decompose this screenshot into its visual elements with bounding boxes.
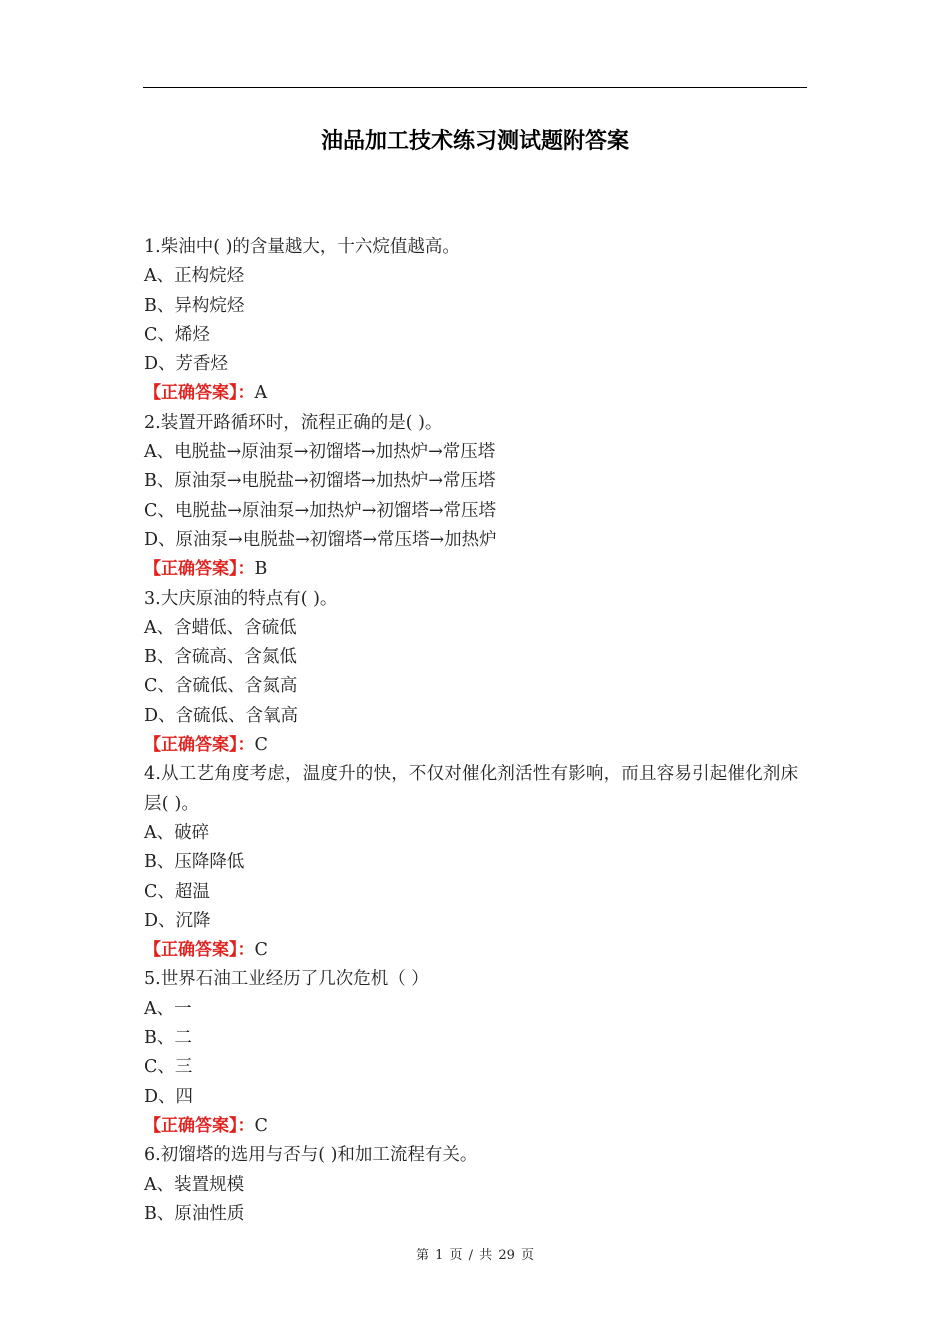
- option-a: A、电脱盐→原油泵→初馏塔→加热炉→常压塔: [144, 442, 496, 463]
- document-title: 油品加工技术练习测试题附答案: [320, 129, 629, 154]
- option-b: B、异构烷烃: [144, 295, 245, 316]
- answer-label: 【正确答案】：: [144, 1115, 255, 1136]
- page-footer: 第 1 页 / 共 29 页: [416, 1248, 534, 1263]
- question-stem: 1.柴油中( )的含量越大，十六烷值越高。: [144, 237, 460, 257]
- option-d: D、四: [144, 1086, 194, 1107]
- option-d: D、原油泵→电脱盐→初馏塔→常压塔→加热炉: [144, 529, 497, 550]
- option-a: A、含蜡低、含硫低: [144, 617, 297, 638]
- answer-label: 【正确答案】：: [144, 735, 255, 756]
- question-stem: 6.初馏塔的选用与否与( )和加工流程有关。: [144, 1145, 478, 1166]
- option-a: A、装置规模: [144, 1174, 245, 1195]
- option-c: C、三: [144, 1057, 193, 1078]
- option-b: B、原油性质: [144, 1203, 245, 1224]
- answer-value: A: [254, 383, 268, 404]
- option-c: C、烯烃: [144, 324, 210, 345]
- question-stem: 4.从工艺角度考虑，温度升的快，不仅对催化剂活性有影响，而且容易引起催化剂床层( )。: [144, 764, 799, 814]
- answer-line: [144, 1112, 804, 1141]
- question-block: [144, 1141, 804, 1229]
- option-b: B、含硫高、含氮低: [144, 647, 297, 668]
- question-block: [144, 965, 804, 1141]
- option-b: B、原油泵→电脱盐→初馏塔→加热炉→常压塔: [144, 471, 496, 492]
- option-c: C、电脱盐→原油泵→加热炉→初馏塔→常压塔: [144, 500, 497, 521]
- question-list: [144, 233, 804, 1229]
- answer-line: [144, 555, 804, 584]
- option-c: C、超温: [144, 881, 210, 902]
- answer-line: [144, 731, 804, 760]
- option-d: D、含硫低、含氧高: [144, 705, 299, 726]
- question-stem: 2.装置开路循环时，流程正确的是( )。: [144, 412, 443, 433]
- option-a: A、一: [144, 998, 192, 1019]
- option-b: B、二: [144, 1028, 192, 1049]
- option-d: D、沉降: [144, 910, 211, 931]
- option-c: C、含硫低、含氮高: [144, 676, 298, 697]
- option-d: D、芳香烃: [144, 354, 229, 375]
- question-block: [144, 585, 804, 761]
- question-block: [144, 233, 804, 409]
- option-a: A、破碎: [144, 822, 210, 843]
- answer-value: C: [254, 1115, 268, 1136]
- answer-label: 【正确答案】：: [144, 940, 255, 961]
- answer-line: [144, 379, 804, 408]
- answer-label: 【正确答案】：: [144, 383, 255, 404]
- question-stem: 3.大庆原油的特点有( )。: [144, 588, 338, 609]
- question-block: [144, 760, 804, 965]
- option-b: B、压降降低: [144, 852, 245, 873]
- answer-line: [144, 936, 804, 965]
- answer-value: B: [254, 559, 268, 580]
- option-a: A、正构烷烃: [144, 266, 245, 287]
- answer-value: C: [254, 940, 268, 961]
- answer-value: C: [254, 735, 268, 756]
- answer-label: 【正确答案】：: [144, 559, 255, 580]
- question-stem: 5.世界石油工业经历了几次危机（ ）: [144, 969, 429, 990]
- question-block: [144, 409, 804, 585]
- header-rule: [143, 87, 807, 88]
